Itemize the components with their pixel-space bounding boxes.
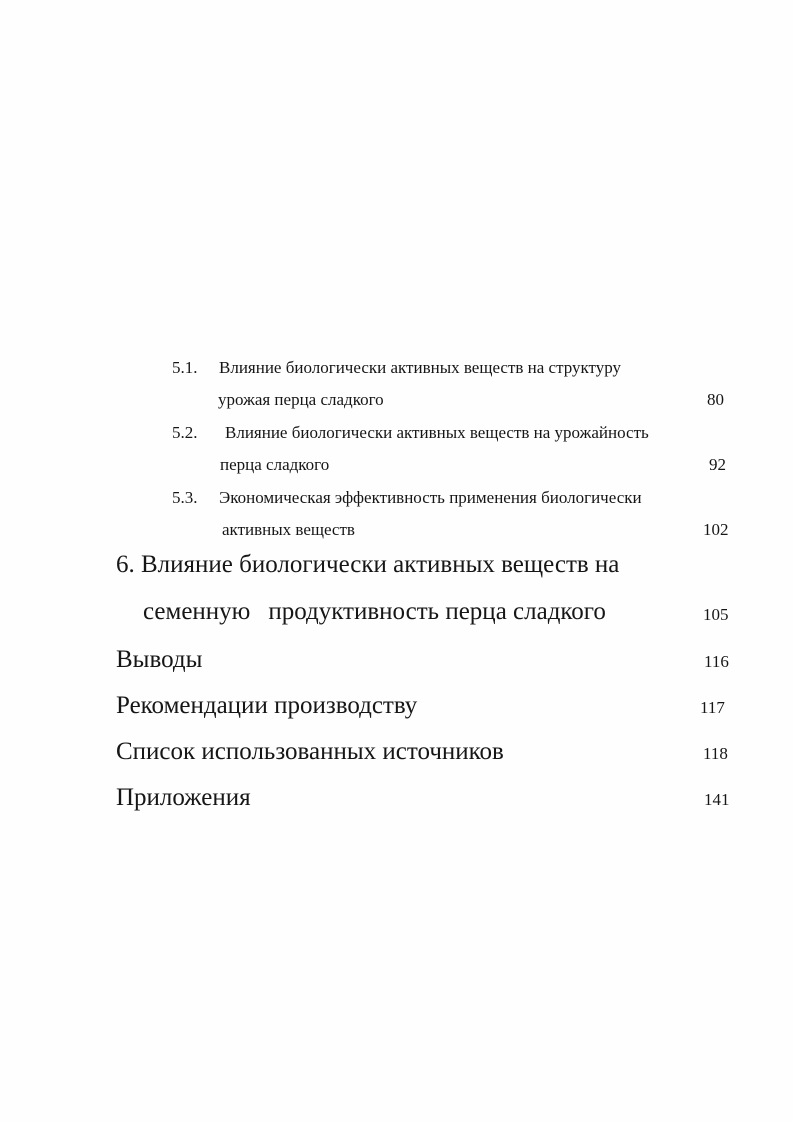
toc-subsection-title: Экономическая эффективность применения биологически	[219, 488, 642, 507]
toc-chapter-title: 6. Влияние биологически активных веществ на	[116, 551, 620, 578]
toc-page-number: 116	[704, 652, 729, 671]
toc-page-number: 92	[709, 455, 726, 474]
toc-page-number: 117	[700, 698, 725, 717]
toc-entry-recommendations: Рекомендации производству	[116, 692, 418, 719]
toc-subsection-number: 5.1.	[172, 358, 198, 377]
toc-subsection-title: Влияние биологически активных веществ на структуру	[219, 358, 622, 377]
toc-subsection-title-continued: урожая перца сладкого	[218, 390, 384, 409]
toc-chapter-title-continued	[143, 598, 606, 626]
toc-subsection-title-continued: активных веществ	[222, 520, 355, 539]
toc-subsection-title: Влияние биологически активных веществ на урожайность	[225, 423, 649, 442]
toc-entry-references: Список использованных источников	[116, 738, 504, 765]
toc-subsection-number: 5.3.	[172, 488, 198, 507]
toc-entry-conclusions: Выводы	[116, 646, 203, 673]
toc-entry-appendices: Приложения	[116, 784, 251, 811]
toc-subsection-number: 5.2.	[172, 423, 198, 442]
toc-page-number: 118	[703, 744, 728, 763]
toc-page-number: 105	[703, 605, 729, 624]
toc-chapter-title-part: семенную	[143, 598, 251, 625]
toc-subsection-title-continued: перца сладкого	[220, 455, 330, 474]
toc-page-number: 102	[703, 520, 729, 539]
toc-chapter-title-part: продуктивность перца сладкого	[268, 598, 606, 625]
toc-page-number: 141	[704, 790, 730, 809]
toc-page-number: 80	[707, 390, 724, 409]
